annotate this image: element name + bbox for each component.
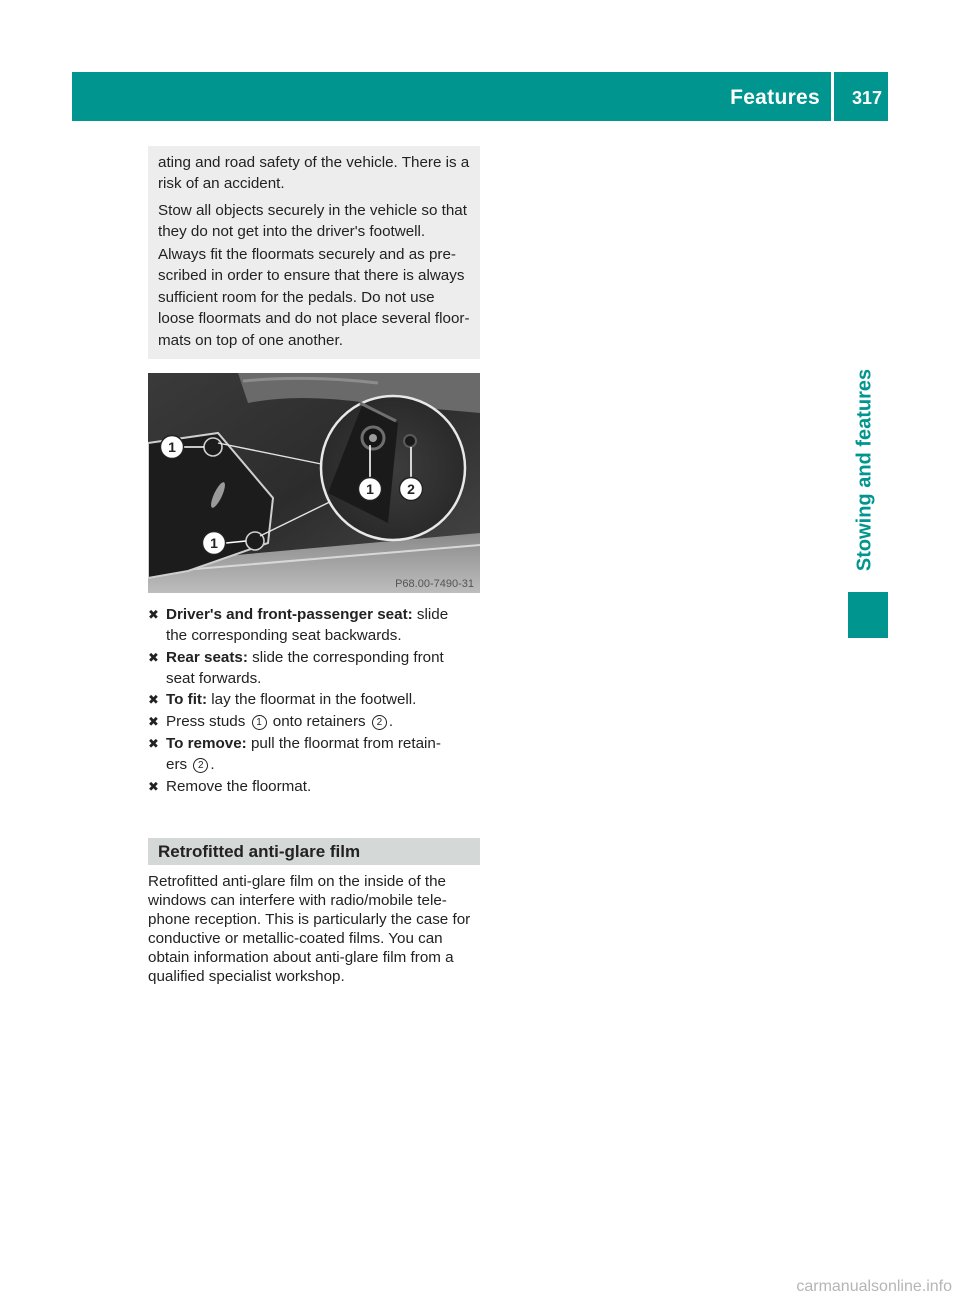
side-tab	[845, 350, 885, 590]
header-divider	[831, 72, 834, 121]
step-label: Rear seats:	[166, 649, 248, 666]
step-text: onto retainers	[268, 713, 370, 730]
callout-1-zoom	[359, 478, 382, 501]
step-text: the corresponding seat backwards.	[166, 627, 402, 644]
callout-1-bottom	[203, 532, 226, 555]
warning-box	[148, 146, 480, 359]
callout-1-label: 1	[366, 481, 374, 497]
callout-1-label: 1	[168, 439, 176, 455]
body-line: windows can interfere with radio/mobile tele-	[148, 892, 447, 909]
floormat-illustration	[148, 373, 480, 593]
section-title: Features	[730, 86, 820, 109]
warning-line: Always fit the floormats securely and as pre-	[158, 246, 456, 263]
step-text: slide	[412, 606, 449, 623]
step-item	[148, 604, 486, 646]
floormat-figure	[148, 373, 480, 593]
ref-1-icon: 1	[252, 715, 267, 730]
body-line: qualified specialist workshop.	[148, 968, 345, 985]
step-label: To remove:	[166, 735, 247, 752]
warning-line: mats on top of one another.	[158, 332, 343, 349]
figure-code: P68.00-7490-31	[395, 578, 474, 590]
section-body	[148, 872, 488, 986]
callout-1-left	[161, 436, 184, 459]
warning-line: risk of an accident.	[158, 175, 285, 192]
body-line: obtain information about anti-glare film from a	[148, 949, 454, 966]
step-arrow-icon: ✖	[148, 779, 159, 794]
ref-2-icon: 2	[193, 758, 208, 773]
step-item	[148, 733, 486, 775]
step-item	[148, 711, 486, 732]
step-item	[148, 689, 486, 710]
step-label: Driver's and front-passenger seat:	[166, 606, 413, 623]
section-heading	[148, 838, 480, 865]
warning-line: scribed in order to ensure that there is always	[158, 267, 465, 284]
step-text: .	[210, 756, 215, 773]
callout-1-label: 1	[210, 535, 218, 551]
step-arrow-icon: ✖	[148, 607, 159, 622]
callout-2-label: 2	[407, 481, 415, 497]
step-text: Press studs	[166, 713, 250, 730]
side-tab-marker	[848, 592, 888, 638]
step-text: slide the corresponding front	[247, 649, 444, 666]
warning-line: sufficient room for the pedals. Do not use	[158, 289, 435, 306]
callout-2-zoom	[400, 478, 423, 501]
step-label: To fit:	[166, 691, 208, 708]
step-arrow-icon: ✖	[148, 736, 159, 751]
body-line: Retrofitted anti-glare film on the inside of the	[148, 873, 447, 890]
warning-line: they do not get into the driver's footwell.	[158, 223, 426, 240]
step-text: .	[388, 713, 394, 730]
step-item	[148, 776, 486, 797]
page-header	[72, 72, 888, 121]
warning-line: loose floormats and do not place several floor-	[158, 310, 470, 327]
step-text: lay the floormat in the footwell.	[207, 691, 417, 708]
page-number: 317	[851, 88, 882, 108]
step-text: pull the floormat from retain-	[246, 735, 441, 752]
step-item	[148, 647, 486, 689]
step-arrow-icon: ✖	[148, 650, 159, 665]
step-arrow-icon: ✖	[148, 714, 159, 729]
warning-line: ating and road safety of the vehicle. There is a	[158, 154, 470, 171]
body-line: phone reception. This is particularly the case for	[148, 911, 471, 928]
watermark: carmanualsonline.info	[796, 1278, 952, 1295]
step-text: Remove the floormat.	[166, 778, 312, 795]
ref-2-icon: 2	[372, 715, 387, 730]
body-line: conductive or metallic-coated films. You can	[148, 930, 443, 947]
warning-line: Stow all objects securely in the vehicle so that	[158, 202, 467, 219]
step-arrow-icon: ✖	[148, 692, 159, 707]
section-heading-text: Retrofitted anti-glare film	[158, 842, 361, 861]
side-tab-label: Stowing and features	[853, 368, 876, 572]
step-text: seat forwards.	[166, 670, 262, 687]
step-text: ers	[166, 756, 192, 773]
